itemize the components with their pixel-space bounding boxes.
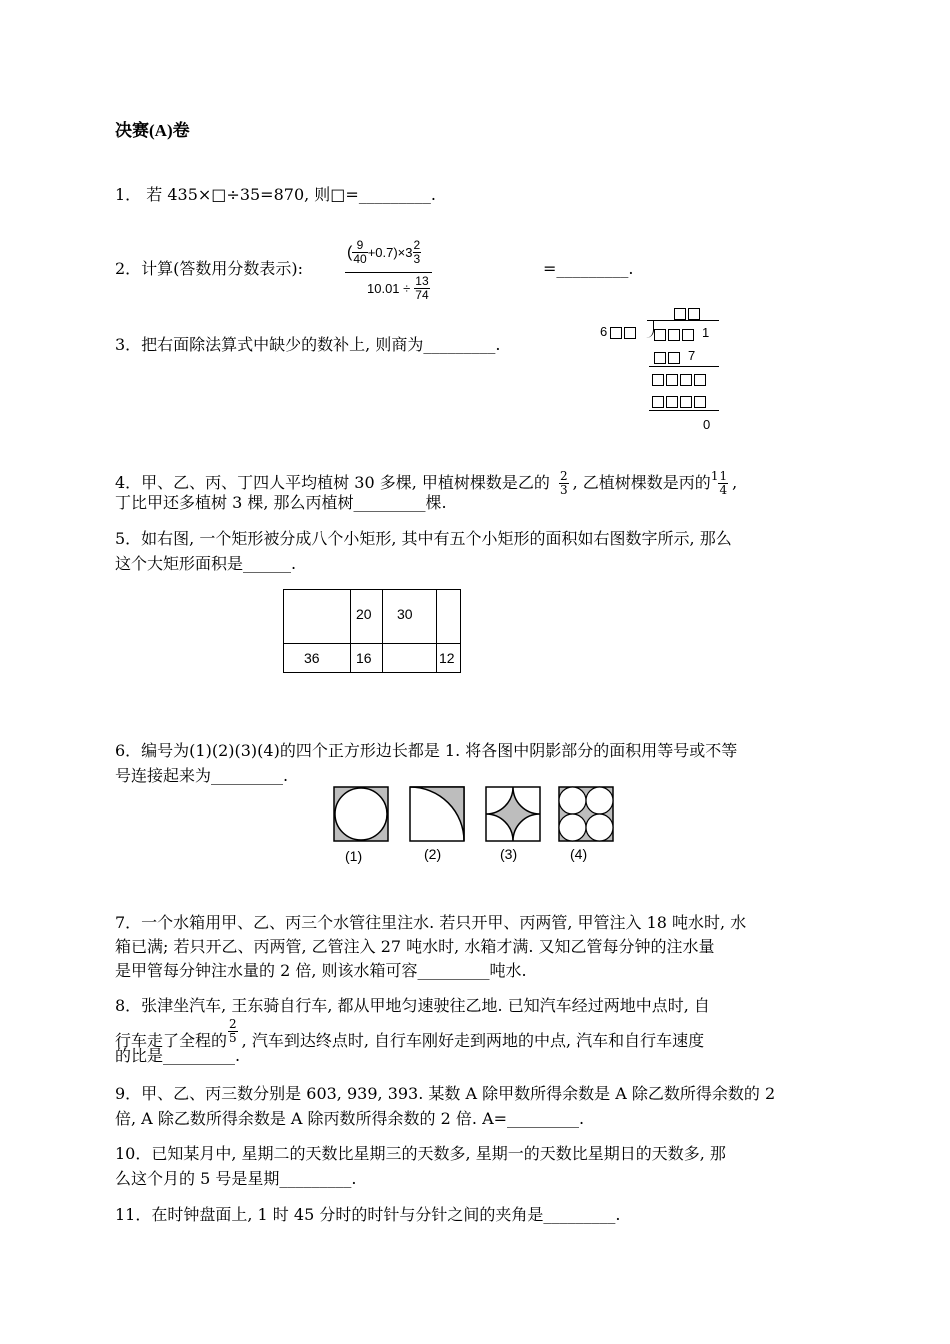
- question-4-line2: 丁比甲还多植树 3 棵, 那么丙植树_________棵.: [115, 493, 447, 512]
- frac-numerator: 1: [719, 469, 728, 483]
- question-1: 1． 若 435×□÷35=870, 则□=_________.: [115, 185, 436, 204]
- question-2-prefix: 2．计算(答数用分数表示):: [115, 259, 304, 278]
- frac-numerator: 2: [229, 1017, 237, 1031]
- area-label: 20: [356, 606, 372, 622]
- square-figures: [330, 784, 620, 846]
- long-division-diagram: [597, 300, 727, 438]
- area-label: 30: [397, 606, 413, 622]
- question-10-line2: 么这个月的 5 号是星期_________.: [115, 1169, 357, 1188]
- q8-text-a: 行车走了全程的: [115, 1031, 228, 1050]
- area-label: 12: [439, 650, 455, 666]
- figure-3: [486, 787, 540, 841]
- figure-label-4: (4): [570, 846, 588, 862]
- frac-numerator: 9: [352, 239, 367, 253]
- figure-1: [334, 787, 388, 841]
- frac-numerator: 2: [559, 469, 568, 483]
- dividend-digit: 1: [702, 325, 710, 340]
- question-5-line1: 5．如右图, 一个矩形被分成八个小矩形, 其中有五个小矩形的面积如右图数字所示, 那么: [115, 529, 732, 548]
- frac-numerator: 2: [413, 237, 421, 252]
- q4-text-c: ,: [732, 473, 738, 492]
- figure-4: [559, 787, 613, 841]
- figure-label-2: (2): [424, 846, 442, 862]
- q8-text-b: , 汽车到达终点时, 自行车刚好走到两地的中点, 汽车和自行车速度: [241, 1031, 705, 1050]
- question-9-line2: 倍, A 除乙数所得余数是 A 除丙数所得余数的 2 倍. A=_________.: [115, 1109, 585, 1128]
- question-6-line2: 号连接起来为_________.: [115, 766, 289, 785]
- q4-text-b: , 乙植树棵数是丙的: [572, 473, 711, 492]
- remainder-digit: 0: [703, 417, 711, 432]
- frac-denominator: 3: [413, 251, 421, 266]
- question-10-line1: 10．已知某月中, 星期二的天数比星期三的天数多, 星期一的天数比星期日的天数多, 那: [115, 1144, 726, 1163]
- figure-2: [410, 787, 464, 841]
- question-8-line3: 的比是_________.: [115, 1046, 241, 1065]
- question-7-line2: 箱已满; 若只开乙、丙两管, 乙管注入 27 吨水时, 水箱才满. 又知乙管每分钟的注水量: [115, 937, 715, 956]
- question-8-line1: 8．张津坐汽车, 王东骑自行车, 都从甲地匀速驶往乙地. 已知汽车经过两地中点时, 自: [115, 996, 710, 1015]
- frac-denominator: 74: [415, 288, 429, 302]
- figure-label-1: (1): [345, 848, 363, 864]
- expr-middle: +0.7)×3: [367, 244, 413, 260]
- mixed-whole: 1: [710, 469, 719, 483]
- area-label: 36: [304, 650, 320, 666]
- question-2-answer: =_________.: [543, 259, 634, 278]
- question-9-line1: 9．甲、乙、丙三数分别是 603, 939, 393. 某数 A 除甲数所得余数是 A 除乙数所得余数的 2: [115, 1084, 776, 1103]
- question-5-line2: 这个大矩形面积是______.: [115, 554, 297, 573]
- question-7-line1: 7．一个水箱用甲、乙、丙三个水管往里注水. 若只开甲、丙两管, 甲管注入 18 吨水时, 水: [115, 913, 747, 932]
- rectangle-diagram: [283, 589, 461, 673]
- frac-denominator: 40: [353, 251, 367, 266]
- question-7-line3: 是甲管每分钟注水量的 2 倍, 则该水箱可容_________吨水.: [115, 961, 527, 980]
- question-11: 11．在时钟盘面上, 1 时 45 分时的时针与分针之间的夹角是_________.: [115, 1205, 621, 1224]
- divisor-digit: 6: [600, 324, 608, 339]
- frac-denominator: 4: [719, 483, 728, 497]
- question-6-line1: 6．编号为(1)(2)(3)(4)的四个正方形边长都是 1. 将各图中阴影部分的面积用等号或不等: [115, 741, 738, 760]
- q4-text-a: 4．甲、乙、丙、丁四人平均植树 30 多棵, 甲植树棵数是乙的: [115, 473, 550, 492]
- frac-denominator: 3: [559, 483, 568, 497]
- frac-numerator: 13: [415, 274, 429, 288]
- question-2-expression: ( $\frac{9}{40}$ +0.7)×3 $\frac{2}{3}$ 10.01 ÷ $\frac{13}{74}$: [345, 232, 432, 302]
- figure-label-3: (3): [500, 846, 518, 862]
- expr-denominator-text: 10.01 ÷: [367, 281, 411, 296]
- paper-title: 决赛(A)卷: [115, 121, 190, 140]
- frac-denominator: 5: [229, 1031, 237, 1045]
- area-label: 16: [356, 650, 372, 666]
- product-digit: 7: [688, 348, 696, 363]
- question-3: 3．把右面除法算式中缺少的数补上, 则商为_________.: [115, 335, 501, 354]
